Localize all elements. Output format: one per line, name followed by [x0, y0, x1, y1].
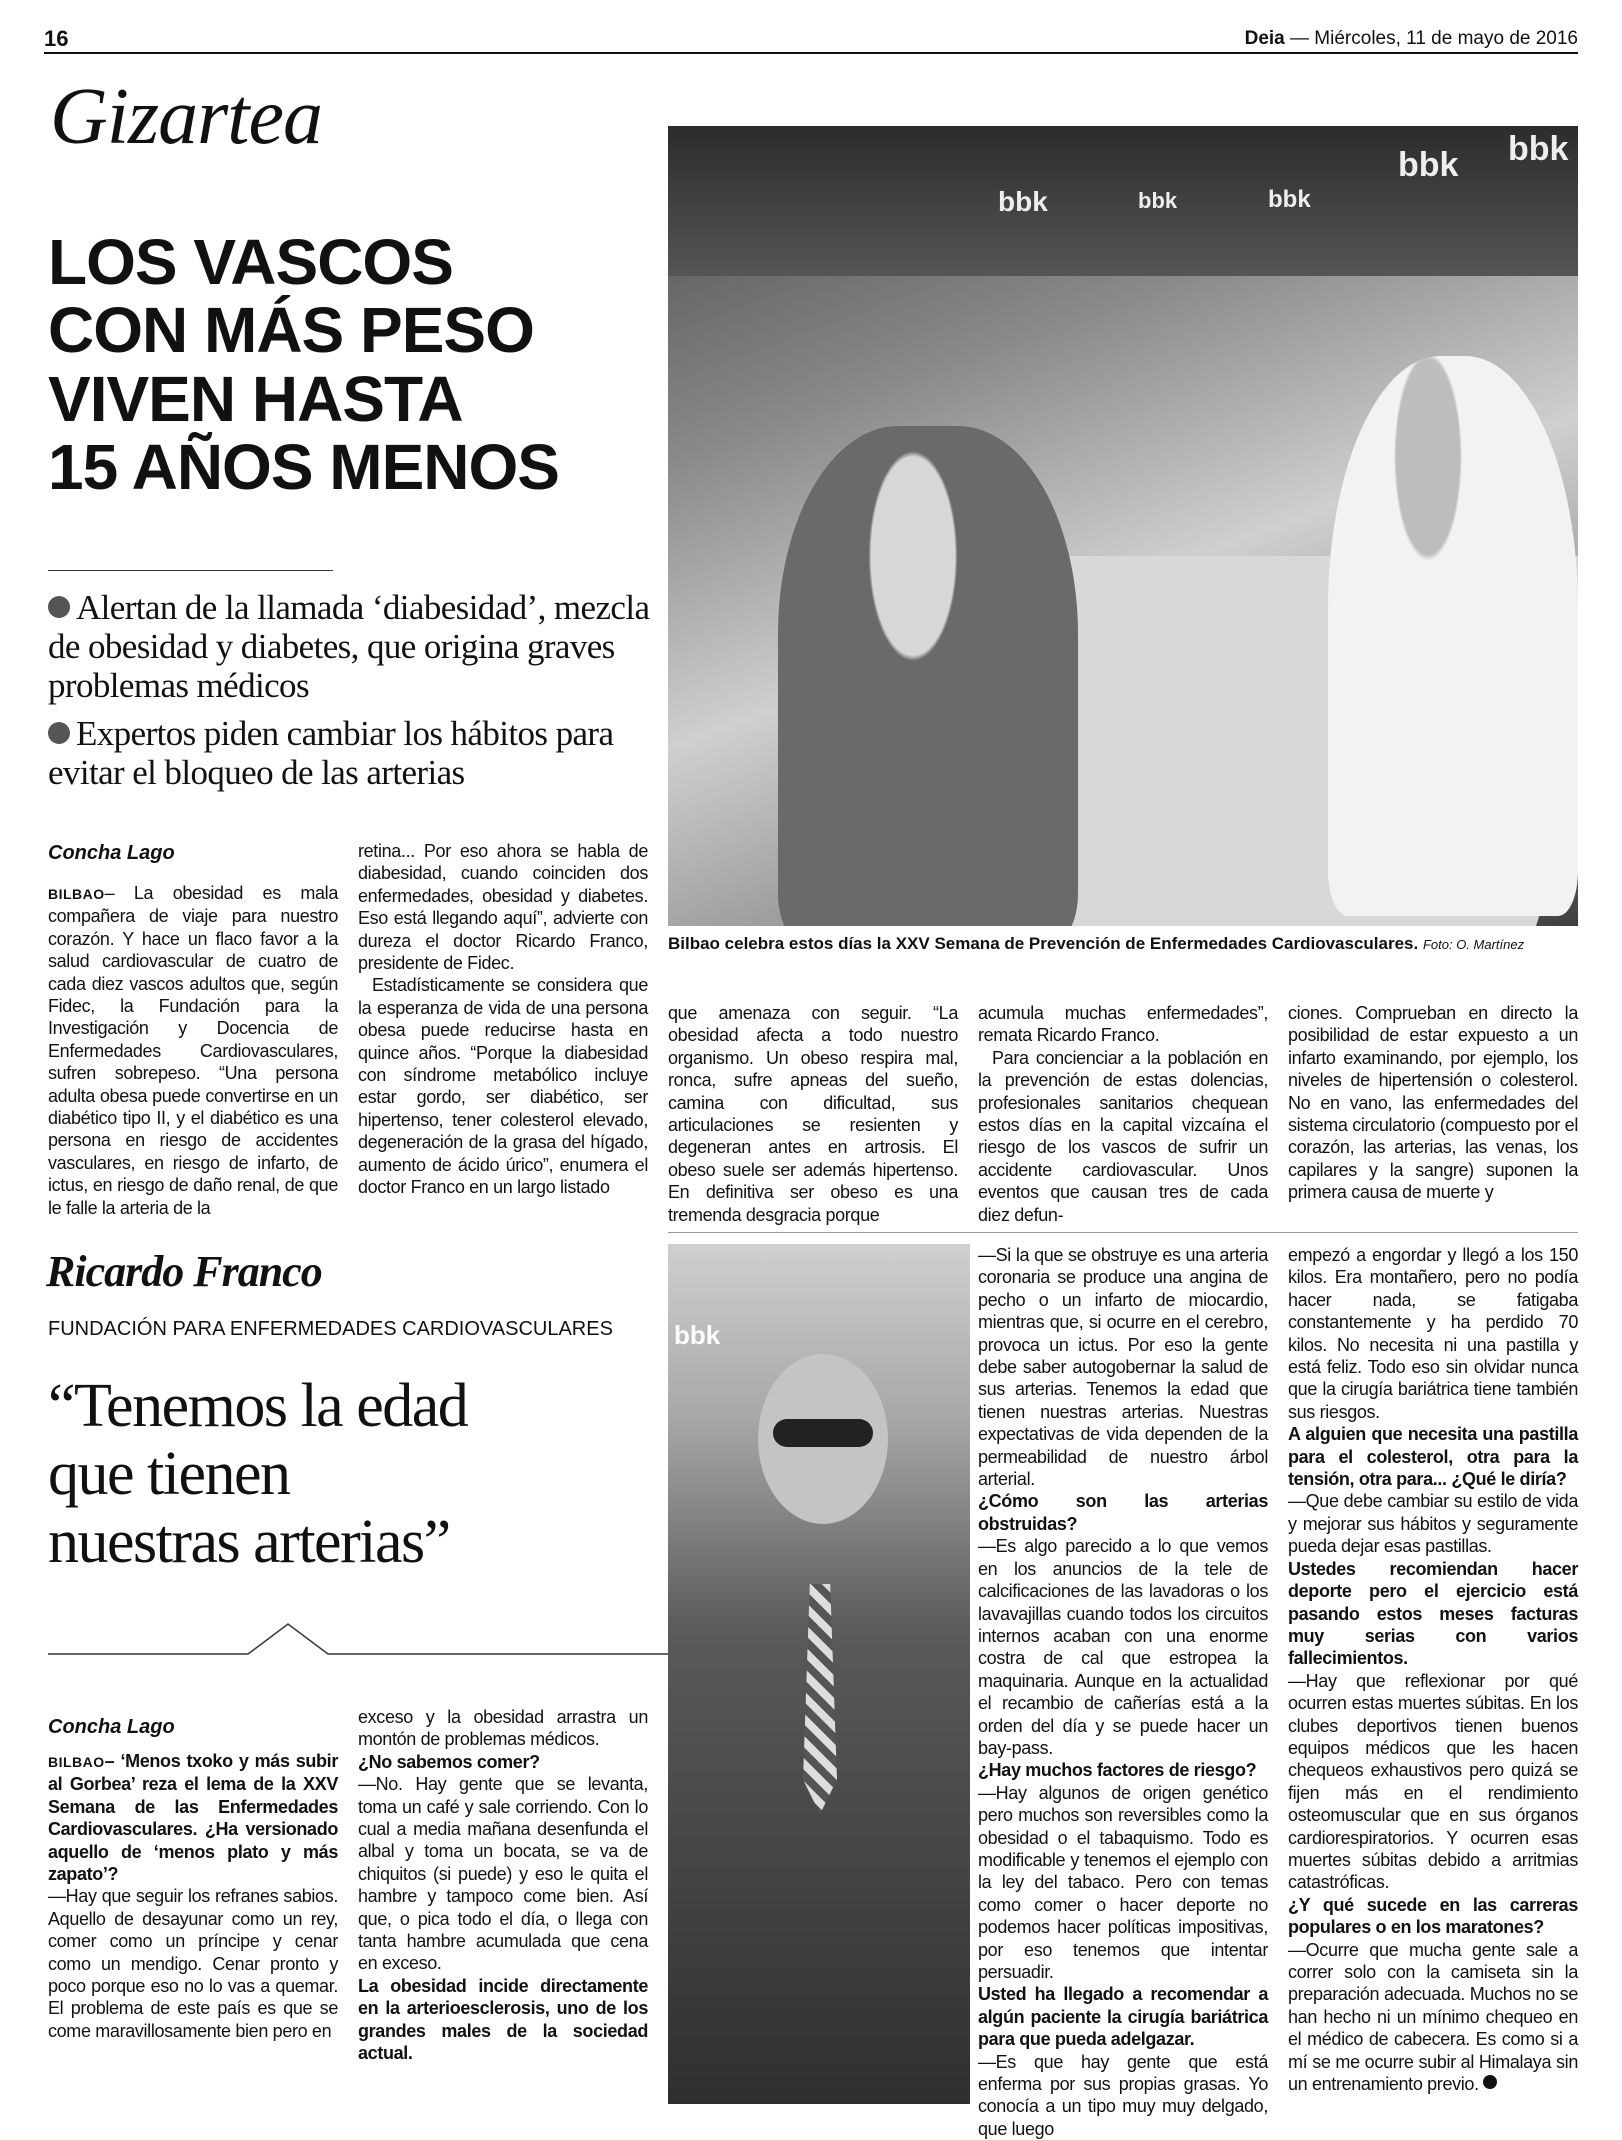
article-col-1: BILBAO– La obesidad es mala compañera de viaje para nuestro corazón. Y hace un flaco favor a la salud cardiovascular de cuatro de cada diez vascos adultos que, según Fidec, la Fundación para la Investigación y Docencia de Enfermedades Cardiovasculares, sufren sobrepeso. “Una persona adulta obesa puede convertirse en un diabético tipo II, y el diabético es una persona en riesgo de accidentes vasculares, en riesgo de infarto, de ictus, en riesgo de daño renal, de que le falle la arteria de la	[48, 883, 338, 1218]
subheads	[48, 588, 658, 800]
page-number: 16	[44, 26, 69, 51]
headline	[48, 228, 688, 502]
banner-logo: bbk	[1508, 130, 1569, 168]
photo-tie	[803, 1584, 837, 1814]
banner-logo: bbk	[1268, 186, 1311, 213]
article-byline: Concha Lago	[48, 842, 175, 864]
photo-patient	[778, 426, 1078, 926]
article-col-3: que amenaza con seguir. “La obesidad afecta a todo nuestro organismo. Un obeso respira mal, ronca, sufre apneas del sueño, camina con dificultad, sus articulaciones se resienten y degeneran antes en artrosis. El obeso suele ser además hipertenso. En definitiva ser obeso es una tremenda desgracia porque	[668, 1003, 958, 1225]
date: — Miércoles, 11 de mayo de 2016	[1290, 28, 1578, 49]
article-col-4: acumula muchas enfermedades”, remata Ricardo Franco. Para concienciar a la población en la prevención de estas dolencias, profesionales sanitarios chequean estos días en la capital vizcaína el riesgo de los vascos de sufrir un accidente cardiovascular. Unos eventos que causan tres de cada diez defun-	[978, 1003, 1268, 1225]
dateline-location: BILBAO	[48, 1754, 105, 1770]
bullet-icon	[48, 722, 70, 744]
dateline-location: BILBAO	[48, 886, 105, 902]
newspaper-name: Deia	[1244, 28, 1285, 49]
headline-divider	[48, 570, 333, 571]
dateline	[1245, 28, 1578, 50]
headline-line: CON MÁS PESO	[48, 294, 534, 367]
banner-logo: bbk	[998, 186, 1048, 217]
banner-logo: bbk	[1398, 146, 1459, 184]
photo-logo: bbk	[674, 1320, 721, 1350]
interview-col-3: —Si la que se obstruye es una arteria coronaria se produce una angina de pecho o un infarto de miocardio, mientras que, si ocurre en el cerebro, provoca un ictus. Por eso la gente debe saber autogobernar la salud de sus arterias. Tenemos la edad que tienen nuestras arterias. Nuestras expectativas de vida dependen de la permeabilidad de nuestro árbol arterial. ¿Cómo son las arterias obstruidas? —Es algo parecido a lo que vemos en los anuncios de la tele de calcificaciones de las lavadoras o los lavavajillas cuando todos los circuitos internos acaban con una enorme costra de cal que estropea la maquinaria. Aunque en la actualidad el recambio de cañerías está a la orden del día y se puede hacer un bay-pass. ¿Hay muchos factores de riesgo? —Hay algunos de origen genético pero muchos son reversibles como la obesidad o el tabaquismo. Todo es modificable y tenemos el ejemplo con la ley del tabaco. Pero con temas como comer o hacer deporte no podemos hacer políticas impositivas, por eso tenemos que intentar persuadir. Usted ha llegado a recomendar a algún paciente la cirugía bariátrica para que pueda adelgazar. —Es que hay gente que está enferma por sus propias grasas. Yo conocía a un tipo muy muy delgado, que luego	[978, 1245, 1268, 2139]
headline-line: LOS VASCOS	[48, 226, 453, 298]
subhead: Expertos piden cambiar los hábitos para evitar el bloqueo de las arterias	[48, 713, 614, 792]
section-divider	[668, 1232, 1578, 1233]
photo-nurse	[1328, 356, 1578, 916]
interview-col-2: exceso y la obesidad arrastra un montón de problemas médicos. ¿No sabemos comer? —No. Hay gente que se levanta, toma un café y sale corriendo. Con lo cual a media mañana desenfunda el albal y toma un bocata, se va de chiquitos (si puede) y eso le quita el hambre y tampoco come bien. Así que, o pica todo el día, o llega con tanta hambre acumulada que cena en exceso. La obesidad incide directamente en la arterioesclerosis, uno de los grandes males de la sociedad actual.	[358, 1707, 648, 2064]
article-col-5: ciones. Comprueban en directo la posibilidad de estar expuesto a un infarto examinando, por ejemplo, los niveles de hipertensión o colesterol. No en vano, las enfermedades del sistema circulatorio (compuesto por el corazón, las arterias, las venas, los capilares y la sangre) suponen la primera causa de muerte y	[1288, 1003, 1578, 1203]
banner-logo: bbk	[1138, 188, 1178, 213]
photo-sunglasses	[773, 1419, 873, 1447]
interviewee-name: Ricardo Franco	[46, 1247, 322, 1296]
headline-line: 15 AÑOS MENOS	[48, 431, 559, 504]
header-rule	[44, 52, 1578, 54]
interview-byline: Concha Lago	[48, 1716, 175, 1738]
article-col-2: retina... Por eso ahora se habla de diabesidad, cuando coinciden dos enfermedades, obesidad y diabetes. Eso está llegando aquí”, advierte con dureza el doctor Ricardo Franco, presidente de Fidec. Estadísticamente se considera que la esperanza de vida de una persona obesa puede reducirse hasta en quince años. “Porque la diabesidad con síndrome metabólico incluye estar gordo, ser diabético, ser hipertenso, tener colesterol elevado, degeneración de la grasa del hígado, aumento de ácido úrico”, enumera el doctor Franco en un largo listado	[358, 841, 648, 1198]
section-title: Gizartea	[50, 73, 322, 161]
interview-col-4: empezó a engordar y llegó a los 150 kilos. Era montañero, pero no podía hacer nada, se fatigaba constantemente y ha perdido 70 kilos. No necesita ni una pastilla y está feliz. Todo eso sin olvidar nunca que la cirugía bariátrica tiene también sus riesgos. A alguien que necesita una pastilla para el colesterol, otra para la tensión, otra para... ¿Qué le diría? —Que debe cambiar su estilo de vida y mejorar sus hábitos y seguramente pueda dejar esas pastillas. Ustedes recomiendan hacer deporte pero el ejercicio está pasando estos meses facturas muy serias con varios fallecimientos. —Hay que reflexionar por qué ocurren estas muertes súbitas. En los clubes deportivos tienen buenos equipos médicos que les hacen chequeos exhaustivos pero quizá se fijen más en el rendimiento osteomuscular que en sus órganos cardiorespiratorios. Y ocurren esas muertes súbitas debido a arritmias catastróficas. ¿Y qué sucede en las carreras populares o en los maratones? —Ocurre que mucha gente sale a correr solo con la camiseta sin la preparación adecuada. Muchos no se han hecho ni un mínimo chequeo en el médico de cabecera. Es como si a mí se me ocurre subir al Himalaya sin un entrenamiento previo.	[1288, 1245, 1578, 2095]
interview-col-1: BILBAO– ‘Menos txoko y más subir al Gorbea’ reza el lema de la XXV Semana de las Enfermedades Cardiovasculares. ¿Ha versionado aquello de ‘menos plato y más zapato’? —Hay que seguir los refranes sabios. Aquello de desayunar como un rey, comer como un príncipe y cenar como un mendigo. Cenar pronto y poco porque eso no lo vas a quemar. El problema de este país es que se come maravillosamente bien pero en	[48, 1751, 338, 2041]
end-mark-icon	[1483, 2075, 1497, 2089]
interviewee-photo	[668, 1244, 970, 2104]
subhead: Alertan de la llamada ‘diabesidad’, mezcla de obesidad y diabetes, que origina graves problemas médicos	[48, 588, 650, 706]
pull-quote: “Tenemos la edad que tienen nuestras arterias”	[48, 1372, 468, 1577]
bullet-icon	[48, 596, 70, 618]
interviewee-organization: FUNDACIÓN PARA ENFERMEDADES CARDIOVASCULARES	[48, 1318, 613, 1340]
decorative-leader-line	[48, 1620, 668, 1660]
photo-caption: Bilbao celebra estos días la XXV Semana de Prevención de Enfermedades Cardiovasculares. Foto: O. Martínez	[668, 934, 1525, 953]
headline-line: VIVEN HASTA	[48, 362, 463, 435]
photo-credit: Foto: O. Martínez	[1422, 937, 1525, 952]
main-photo	[668, 126, 1578, 926]
